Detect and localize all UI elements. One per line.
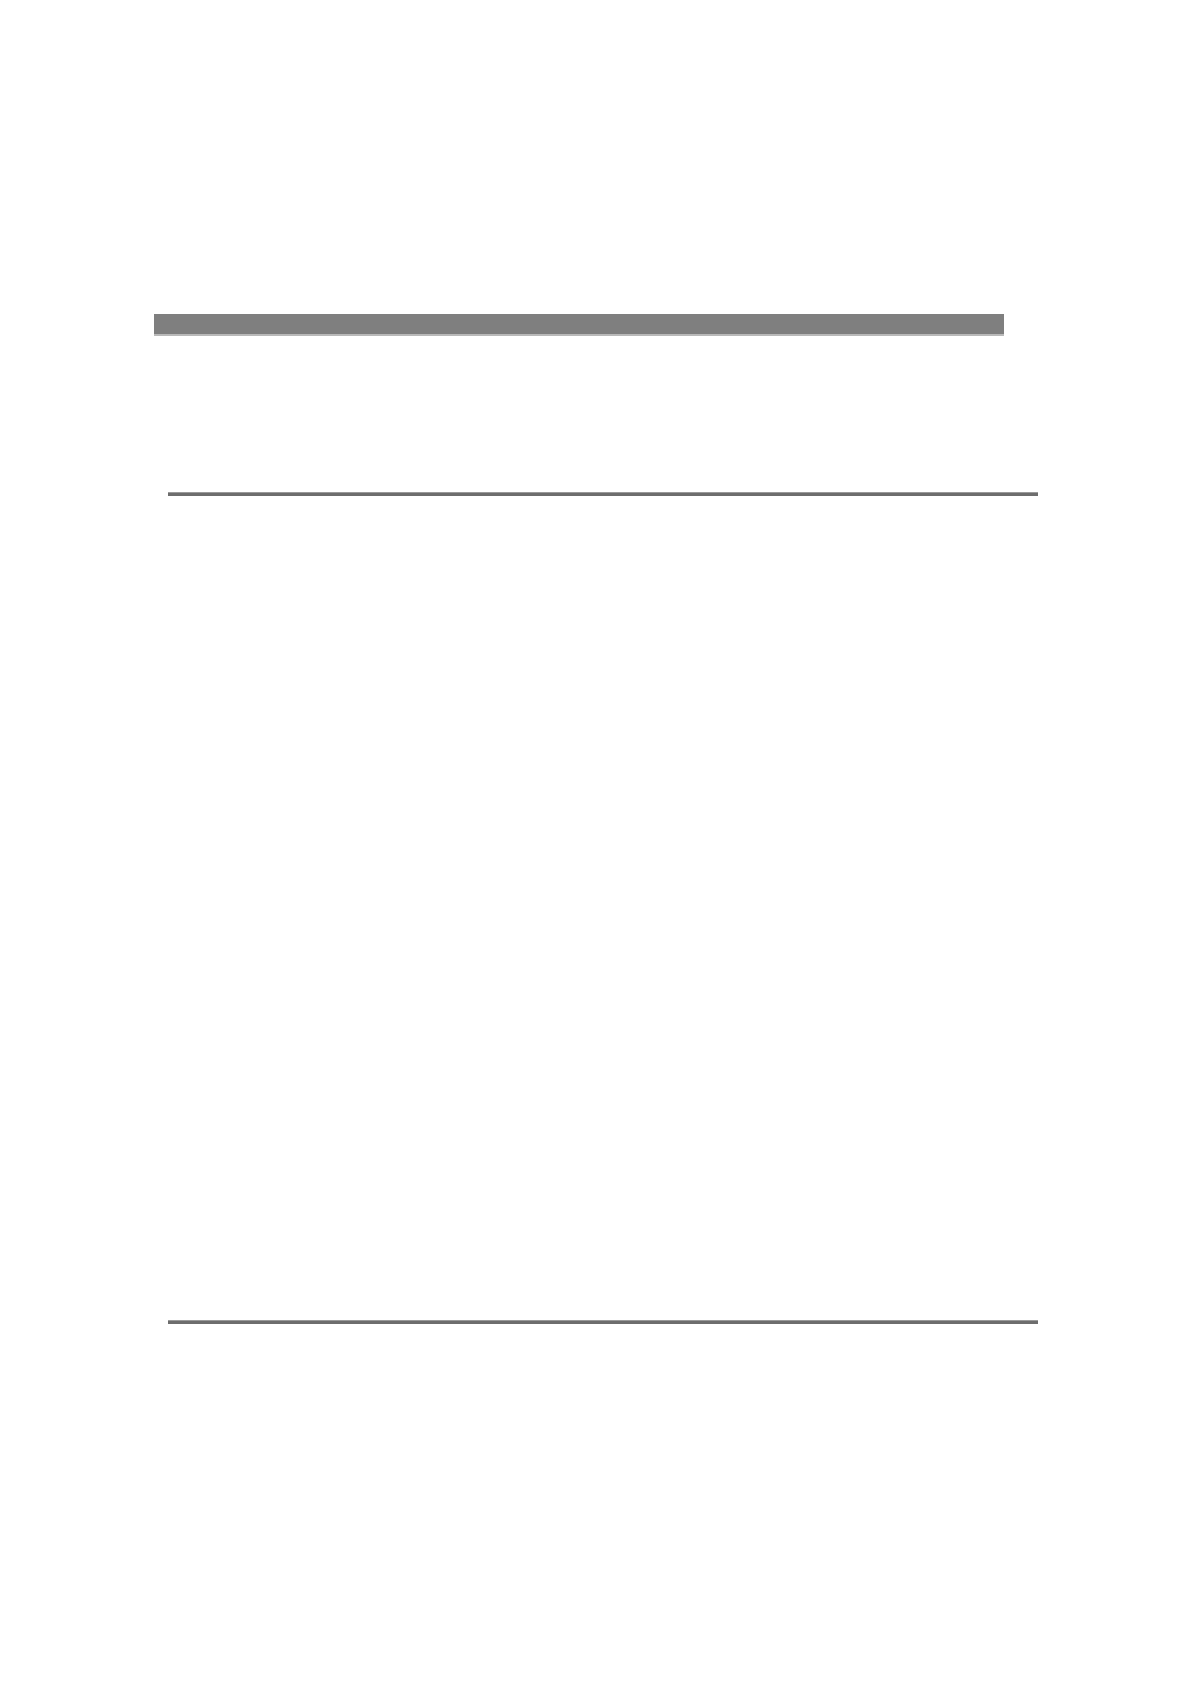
section-heading-2 (168, 1318, 1038, 1324)
section-heading-1 (168, 490, 1038, 496)
section-rule (168, 492, 1038, 496)
section-rule (168, 1320, 1038, 1324)
section-banner (154, 314, 1004, 334)
